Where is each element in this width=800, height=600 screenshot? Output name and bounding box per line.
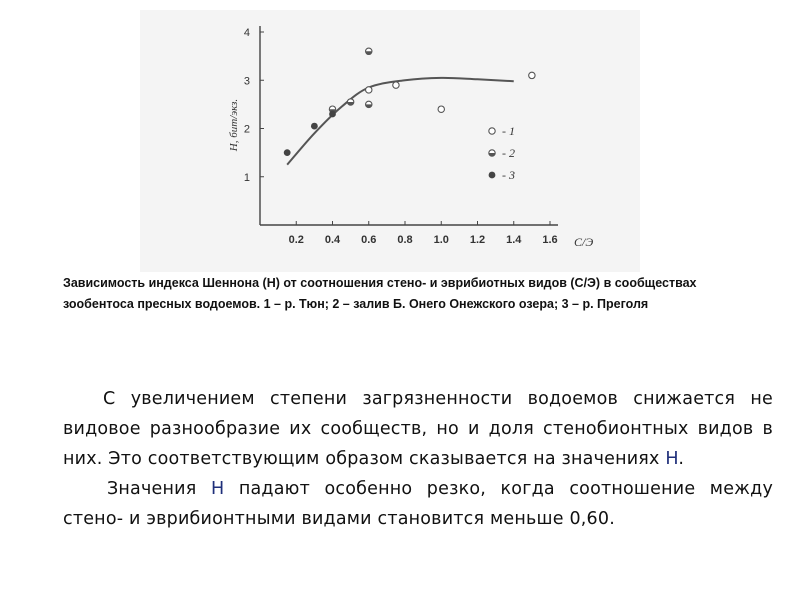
y-tick-label: 3 — [243, 75, 250, 88]
legend-label-2: - 2 — [502, 146, 515, 160]
h-symbol: H — [210, 479, 225, 499]
x-tick-label: 1.4 — [506, 234, 522, 246]
data-point-series-2 — [347, 99, 353, 105]
paragraph-2-text: падают особенно резко, когда соотношение между стено- и эврибионтными видами становится меньше 0,60. — [63, 479, 774, 529]
data-point-series-1 — [366, 87, 372, 93]
scatter-chart — [140, 10, 640, 272]
body-text — [63, 384, 773, 534]
chart-points — [284, 48, 535, 156]
data-point-series-1 — [438, 106, 444, 112]
y-axis-label: H, бит/экз. — [228, 98, 240, 152]
x-tick-label: 0.4 — [324, 234, 341, 246]
legend-marker-1 — [489, 128, 495, 134]
paragraph-1 — [63, 384, 773, 474]
legend-label-3: - 3 — [502, 168, 515, 182]
x-tick-label: 0.6 — [361, 234, 377, 246]
y-tick-label: 4 — [243, 27, 250, 39]
legend-marker-3 — [489, 172, 496, 179]
data-point-series-2 — [366, 101, 372, 107]
x-tick-label: 0.8 — [397, 234, 413, 246]
legend-marker-2 — [489, 150, 495, 156]
data-point-series-3 — [329, 111, 336, 118]
x-tick-label: 1.6 — [542, 234, 558, 246]
data-point-series-3 — [284, 149, 291, 156]
paragraph-2 — [63, 474, 773, 534]
data-point-series-1 — [529, 72, 535, 78]
paragraph-1-end: . — [678, 449, 685, 469]
chart-curve-layer — [287, 78, 514, 165]
x-tick-label: 0.2 — [288, 234, 304, 246]
x-tick-label: 1.0 — [433, 234, 449, 246]
figure-caption: Зависимость индекса Шеннона (H) от соотношения стено- и эврибиотных видов (С/Э) в сообществах зообентоса пресных водоемов. 1 – р. Тюн; 2 – залив Б. Онего Онежского озера; 3 – р. Преголя — [63, 276, 697, 311]
fit-curve — [287, 78, 514, 165]
paragraph-2-start: Значения — [107, 479, 211, 499]
x-axis-label: C/Э — [574, 235, 594, 249]
legend-label-1: - 1 — [502, 124, 515, 138]
y-tick-label: 1 — [243, 171, 250, 184]
data-point-series-2 — [366, 48, 372, 54]
h-symbol: H — [665, 449, 679, 469]
data-point-series-3 — [311, 123, 318, 130]
paragraph-1-text: С увеличением степени загрязненности водоемов снижается не видовое разнообразие их сообществ, но и доля стенобионтных видов в них. Это соответствующим образом сказывается на значениях — [63, 389, 773, 469]
data-point-series-1 — [393, 82, 399, 88]
chart-legend — [489, 124, 515, 182]
x-tick-label: 1.2 — [469, 234, 486, 246]
y-tick-label: 2 — [243, 123, 250, 136]
chart-figure — [140, 10, 640, 272]
